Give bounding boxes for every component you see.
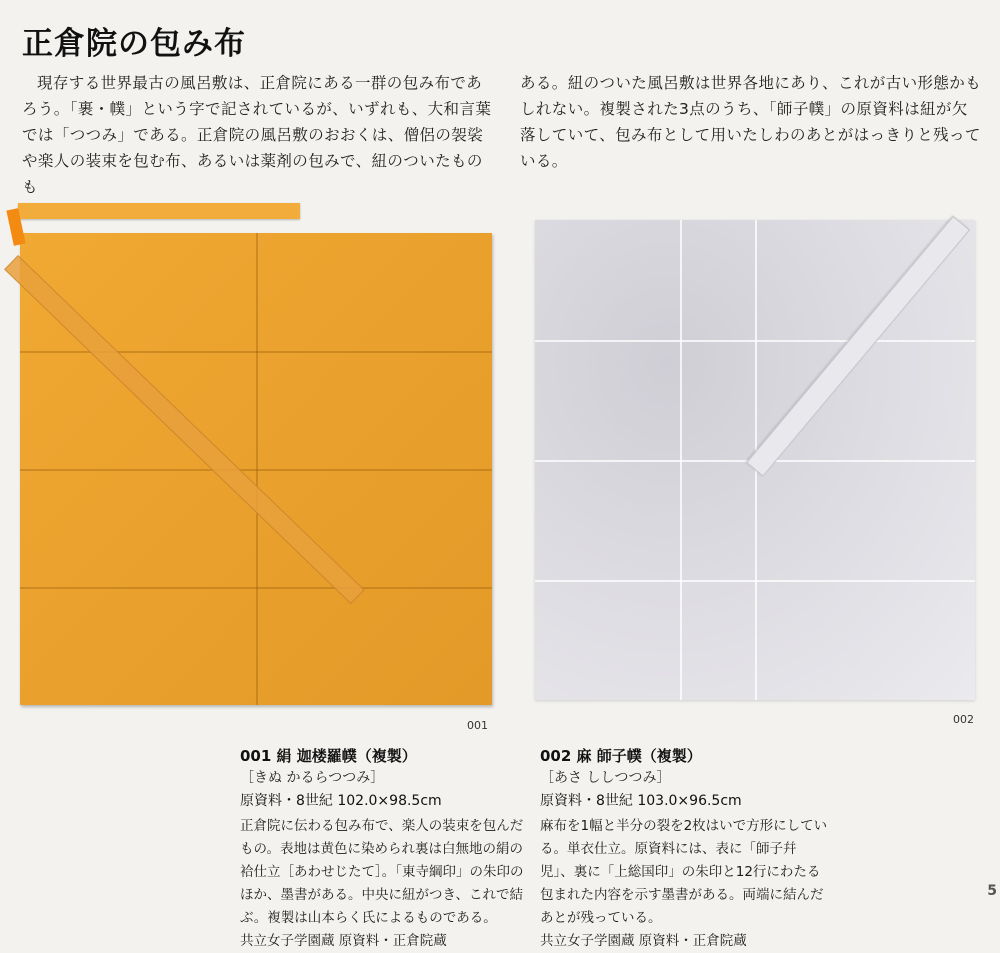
intro-text-right: ある。紐のついた風呂敷は世界各地にあり、これが古い形態かもしれない。複製された3点のうち、「師子幞」の原資料は紐が欠落していて、包み布として用いたしわのあとがはっきりと残っている。 [520, 74, 982, 170]
yellow-silk-cloth [20, 233, 492, 705]
caption-heading: 001 絹 迦楼羅幞（複製） [240, 747, 417, 765]
caption-reading: ［きぬ かるらつつみ］ [240, 770, 385, 786]
fold-line [680, 220, 682, 700]
caption-source: 原資料・8世紀 103.0×96.5cm [540, 793, 742, 809]
caption-source: 原資料・8世紀 102.0×98.5cm [240, 793, 442, 809]
figure-number: 002 [953, 713, 974, 726]
caption-002 [540, 745, 830, 953]
fold-line [256, 233, 258, 705]
intro-text-left: 現存する世界最古の風呂敷は、正倉院にある一群の包み布であろう。「裹・幞」という字で記されているが、いずれも、大和言葉では「つつみ」である。正倉院の風呂敷のおおくは、僧侶の袈裟や楽人の装束を包む布、あるいは薬剤の包みで、紐のついたものも [22, 74, 492, 196]
page-title: 正倉院の包み布 [22, 26, 246, 62]
caption-credit: 共立女子学園蔵 原資料・正倉院蔵 [240, 933, 447, 949]
page-number: 5 [987, 883, 997, 899]
photo-karura-tsutsumi [8, 195, 494, 715]
cloth-tie-top [18, 203, 300, 219]
caption-body: 麻布を1幅と半分の裂を2枚はいで方形にしている。単衣仕立。原資料には、表に「師子幷児」、裏に「上総国印」の朱印と12行にわたる包まれた内容を示す墨書がある。両端に結んだあとが残っている。 [540, 818, 828, 926]
caption-reading: ［あさ ししつつみ］ [540, 770, 671, 786]
photo-shishi-tsutsumi [530, 190, 995, 710]
caption-credit: 共立女子学園蔵 原資料・正倉院蔵 [540, 933, 747, 949]
caption-001 [240, 745, 530, 953]
caption-body: 正倉院に伝わる包み布で、楽人の装束を包んだもの。表地は黄色に染められ裏は白無地の絹の袷仕立［あわせじたて］。「東寺綱印」の朱印のほか、墨書がある。中央に紐がつき、これで結ぶ。複製は山本らく氏によるものである。 [240, 818, 524, 926]
figure-number: 001 [467, 719, 488, 732]
caption-heading: 002 麻 師子幞（複製） [540, 747, 702, 765]
